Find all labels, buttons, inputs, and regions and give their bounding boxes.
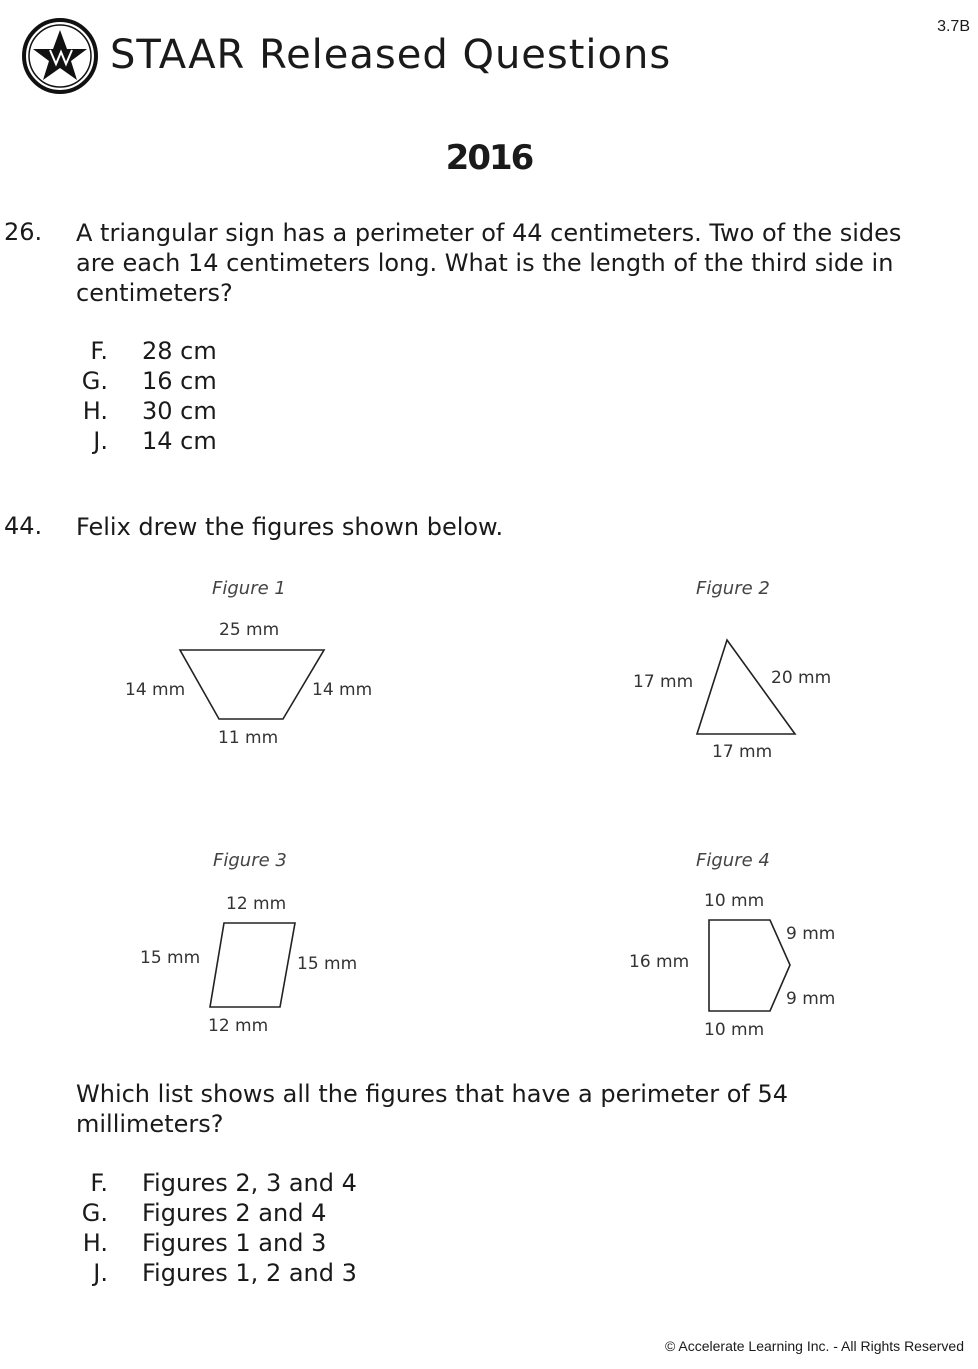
choice-text: 30 cm: [142, 397, 217, 425]
choice-text: 28 cm: [142, 337, 217, 365]
side-length-label: 11 mm: [218, 728, 279, 748]
side-length-label: 9 mm: [786, 989, 836, 1009]
choice-letter: H.: [82, 1229, 108, 1257]
choice-text: 16 cm: [142, 367, 217, 395]
figure-4-pentagon: [709, 920, 790, 1011]
side-length-label: 17 mm: [633, 672, 694, 692]
answer-choice[interactable]: [68, 1259, 357, 1289]
choice-text: Figures 1, 2 and 3: [142, 1259, 357, 1287]
copyright-footer: © Accelerate Learning Inc. - All Rights Reserved: [664, 1338, 964, 1354]
side-length-label: 16 mm: [629, 952, 690, 972]
choice-letter: J.: [93, 427, 108, 455]
choice-letter: H.: [82, 397, 108, 425]
side-length-label: 15 mm: [140, 948, 201, 968]
choice-letter: F.: [90, 1169, 108, 1197]
question-text-line: A triangular sign has a perimeter of 44 centimeters. Two of the sides: [76, 219, 902, 247]
question-number: 44.: [4, 512, 43, 540]
choice-text: Figures 2, 3 and 4: [142, 1169, 357, 1197]
choice-letter: F.: [90, 337, 108, 365]
page-title: STAAR Released Questions: [110, 32, 672, 78]
choice-text: Figures 2 and 4: [142, 1199, 327, 1227]
side-length-label: 25 mm: [219, 620, 280, 640]
choice-letter: G.: [81, 367, 108, 395]
question-text-line: centimeters?: [76, 279, 233, 307]
question-number: 26.: [4, 218, 43, 246]
figure-1-trapezoid: [180, 650, 324, 719]
figure-label: Figure 4: [696, 850, 770, 871]
question-text-line: Which list shows all the figures that have a perimeter of 54: [76, 1080, 789, 1108]
choice-text: 14 cm: [142, 427, 217, 455]
side-length-label: 12 mm: [226, 894, 287, 914]
figure-label: Figure 1: [212, 578, 286, 599]
side-length-label: 12 mm: [208, 1016, 269, 1036]
question-text-line: millimeters?: [76, 1110, 224, 1138]
question-text-line: are each 14 centimeters long. What is the length of the third side in: [76, 249, 894, 277]
side-length-label: 15 mm: [297, 954, 358, 974]
figure-label: Figure 2: [696, 578, 770, 599]
side-length-label: 20 mm: [771, 668, 832, 688]
side-length-label: 10 mm: [704, 891, 765, 911]
answer-choice[interactable]: [68, 1229, 357, 1259]
question-text: Felix drew the figures shown below.: [76, 513, 504, 541]
side-length-label: 14 mm: [125, 680, 186, 700]
side-length-label: 9 mm: [786, 924, 836, 944]
answer-choice[interactable]: [68, 1169, 357, 1199]
answer-choice[interactable]: [68, 1199, 357, 1229]
side-length-label: 10 mm: [704, 1020, 765, 1040]
figure-3-parallelogram: [210, 923, 295, 1007]
side-length-label: 17 mm: [712, 742, 773, 762]
choice-letter: J.: [93, 1259, 108, 1287]
question-prompt: [76, 1079, 788, 1139]
choice-text: Figures 1 and 3: [142, 1229, 327, 1257]
answer-choices: [68, 1169, 357, 1289]
exam-year: 2016: [445, 138, 533, 178]
figure-label: Figure 3: [213, 850, 287, 871]
standard-code: 3.7B: [937, 18, 970, 35]
choice-letter: G.: [81, 1199, 108, 1227]
side-length-label: 14 mm: [312, 680, 373, 700]
